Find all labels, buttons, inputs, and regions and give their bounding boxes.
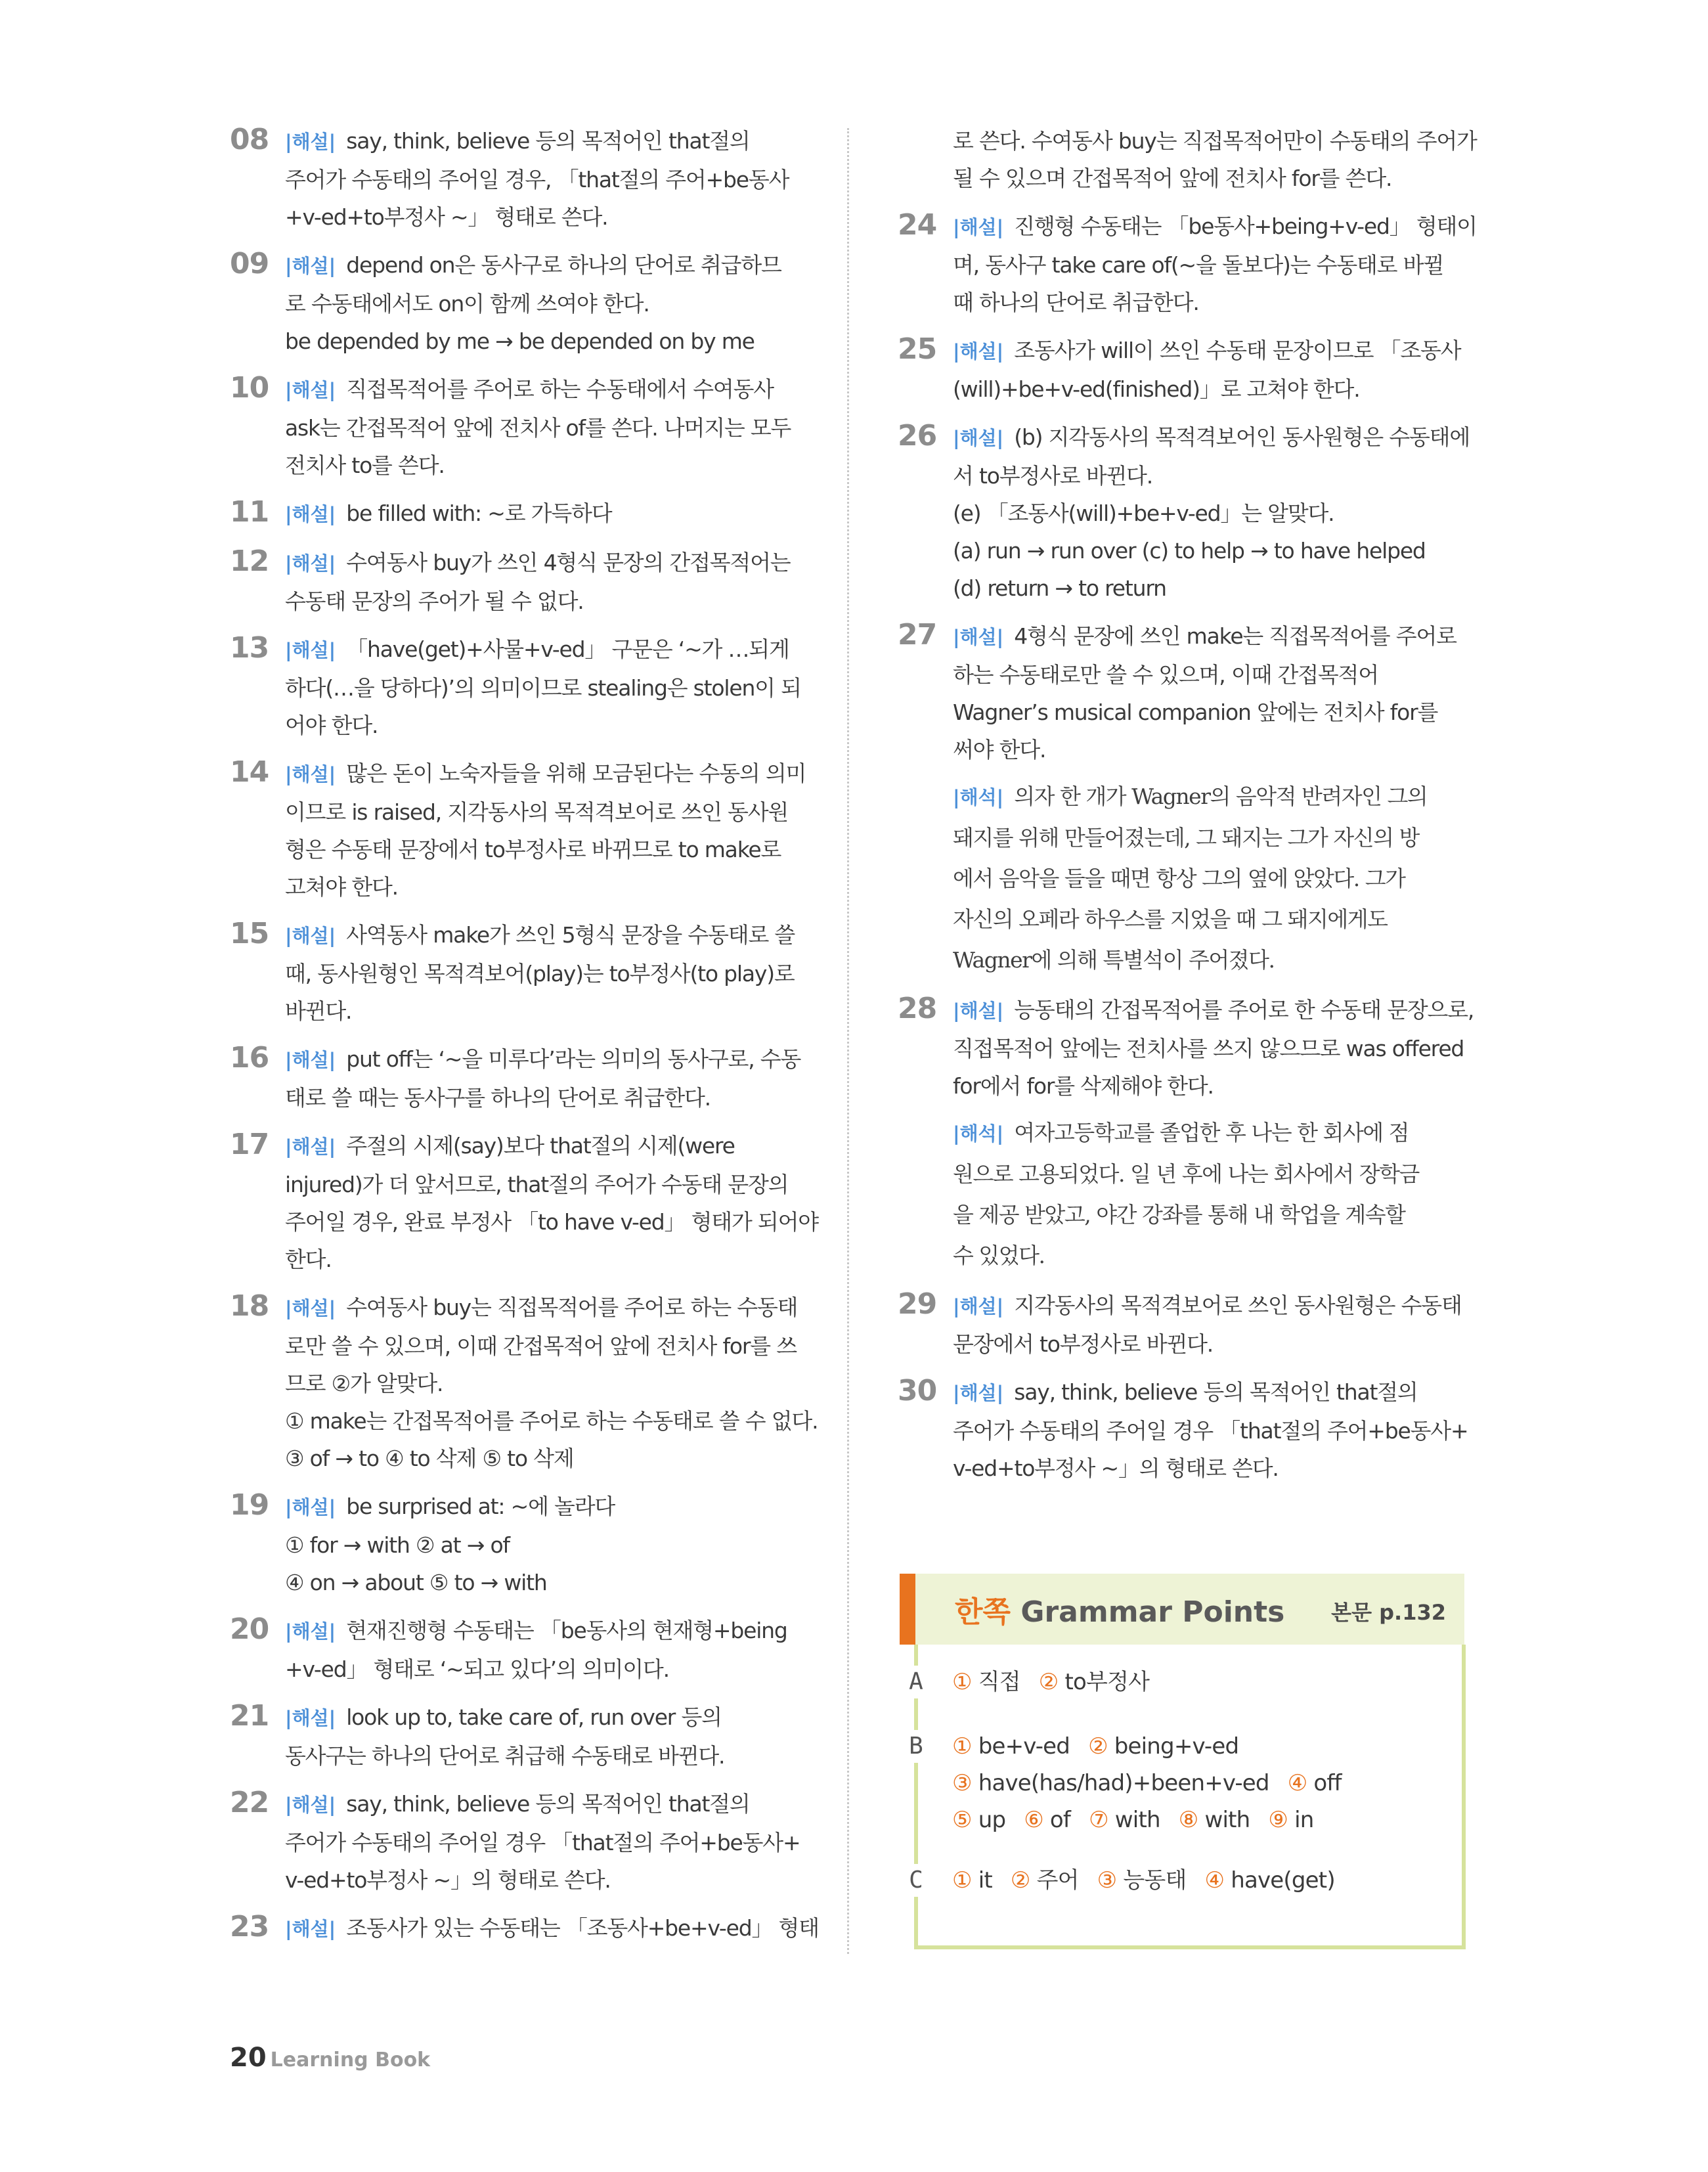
explanation-line: 써야 한다. (953, 737, 1046, 763)
answer-marker: ③ (952, 1770, 972, 1796)
answer-marker: ① (952, 1669, 972, 1695)
explanation-line: |해설| 능동태의 간접목적어를 주어로 한 수동태 문장으로, (953, 997, 1474, 1023)
explanation-line: 한다. (285, 1247, 332, 1272)
answer-text: it (971, 1867, 992, 1894)
question-number: 25 (898, 332, 937, 366)
explanation-line: 주어가 수동태의 주어일 경우 「that절의 주어+be동사+ (285, 1830, 800, 1855)
header-accent-bar (900, 1574, 915, 1645)
answer-text: 능동태 (1116, 1867, 1187, 1894)
explanation-line: 주어가 수동태의 주어일 경우 「that절의 주어+be동사+ (953, 1418, 1468, 1444)
explanation-line: |해설| 수여동사 buy가 쓰인 4형식 문장의 간접목적어는 (285, 550, 791, 575)
explanation-tag: |해설| (285, 639, 336, 661)
answer-entry-29 (898, 1287, 1462, 1363)
explanation-line: 문장에서 to부정사로 바뀐다. (953, 1331, 1214, 1357)
explanation-line: 로만 쓸 수 있으며, 이때 간접목적어 앞에 전치사 for를 쓰 (285, 1333, 797, 1359)
explanation-tag: |해설| (285, 763, 336, 786)
question-number: 08 (230, 123, 269, 156)
answer-text: with (1198, 1807, 1250, 1833)
grammar-box-title (955, 1588, 1284, 1630)
answer-entry-25 (898, 332, 1462, 408)
question-number: 28 (898, 992, 937, 1025)
explanation-tag: |해설| (285, 1136, 336, 1158)
explanation-line: |해설| say, think, believe 등의 목적어인 that절의 (285, 128, 750, 154)
explanation-tag: |해설| (953, 626, 1004, 648)
explanation-line: |해설| be surprised at: ~에 놀라다 (285, 1494, 615, 1519)
explanation-tag: |해설| (285, 1049, 336, 1071)
section-letter-c: C (906, 1864, 926, 1897)
explanation-line: +v-ed+to부정사 ~」 형태로 쓴다. (285, 204, 608, 230)
answer-text: to부정사 (1058, 1669, 1150, 1695)
explanation-line: |해설| 진행형 수동태는 「be동사+being+v-ed」 형태이 (953, 213, 1477, 239)
explanation-tag: |해설| (285, 1297, 336, 1319)
answer-marker: ⑧ (1178, 1807, 1198, 1833)
answer-marker: ② (1038, 1669, 1059, 1695)
answer-entry-28 (898, 991, 1474, 1276)
question-number: 17 (230, 1128, 269, 1161)
explanation-tag: |해설| (285, 925, 336, 947)
translation-block (953, 1113, 1462, 1276)
explanation-line: 서 to부정사로 바뀐다. (953, 463, 1153, 489)
title-accent: 한쪽 (955, 1595, 1011, 1629)
section-letter-b: B (906, 1730, 926, 1763)
explanation-line: 직접목적어 앞에는 전치사를 쓰지 않으므로 was offered (953, 1036, 1464, 1061)
title-rest: Grammar Points (1011, 1595, 1285, 1629)
grammar-c-line (952, 1861, 1335, 1899)
answer-marker: ② (1010, 1867, 1030, 1894)
explanation-line: |해설| 지각동사의 목적격보어로 쓰인 동사원형은 수동태 (953, 1293, 1462, 1318)
explanation-line: 수동태 문장의 주어가 될 수 없다. (285, 588, 584, 614)
explanation-line: |해설| 조동사가 있는 수동태는 「조동사+be+v-ed」 형태 (285, 1915, 819, 1941)
explanation-line: |해설| 주절의 시제(say)보다 that절의 시제(were (285, 1133, 735, 1159)
answer-marker: ① (952, 1733, 972, 1760)
explanation-line: 전치사 to를 쓴다. (285, 453, 445, 478)
explanation-line: |해설| 직접목적어를 주어로 하는 수동태에서 수여동사 (285, 376, 774, 402)
translation-tag: |해석| (953, 786, 1004, 809)
answer-text: with (1108, 1807, 1160, 1833)
answer-entry-16 (230, 1040, 801, 1117)
grammar-points-box (900, 1574, 1464, 1951)
explanation-tag: |해설| (953, 427, 1004, 449)
translation-line: 에서 음악을 들을 때면 항상 그의 옆에 앉았다. 그가 (953, 866, 1405, 891)
grammar-b-line-2 (952, 1764, 1342, 1802)
answer-entry-26 (898, 418, 1470, 607)
explanation-line: |해설| 사역동사 make가 쓰인 5형식 문장을 수동태로 쓸 (285, 922, 795, 948)
question-number: 12 (230, 544, 269, 578)
explanation-line: 하는 수동태로만 쓸 수 있으며, 이때 간접목적어 (953, 662, 1378, 688)
answer-entry-19 (230, 1488, 795, 1601)
answer-text: be+v-ed (971, 1733, 1070, 1760)
explanation-tag: |해설| (953, 1000, 1004, 1022)
grammar-b-line-1 (952, 1727, 1238, 1765)
translation-line: Wagner에 의해 특별석이 주어졌다. (953, 947, 1275, 973)
answer-marker: ⑥ (1024, 1807, 1043, 1833)
answer-text: have(has/had)+been+v-ed (971, 1770, 1269, 1796)
answer-entry-21 (230, 1698, 795, 1775)
answer-entry-30 (898, 1373, 1468, 1487)
explanation-line: injured)가 더 앞서므로, that절의 주어가 수동태 문장의 (285, 1172, 789, 1197)
answer-marker: ① (952, 1867, 972, 1894)
translation-block (953, 776, 1462, 981)
question-number: 19 (230, 1488, 269, 1522)
answer-entry-11 (230, 495, 795, 533)
explanation-line: (a) run → run over (c) to help → to have helped (953, 538, 1426, 564)
answer-entry-15 (230, 916, 795, 1030)
explanation-line: 며, 동사구 take care of(~을 돌보다)는 수동태로 바뀔 (953, 252, 1444, 278)
explanation-line: ① for → with ② at → of (285, 1532, 510, 1558)
question-number: 10 (230, 371, 269, 405)
explanation-tag: |해설| (285, 503, 336, 525)
question-number: 30 (898, 1374, 937, 1407)
answer-marker: ⑨ (1268, 1807, 1288, 1833)
column-divider (847, 128, 849, 1954)
explanation-line: 주어일 경우, 완료 부정사 「to have v-ed」 형태가 되어야 (285, 1209, 818, 1235)
explanation-line: 하다(…을 당하다)’의 의미이므로 stealing은 stolen이 되 (285, 675, 801, 701)
question-number: 26 (898, 419, 937, 453)
explanation-line: 로 수동태에서도 on이 함께 쓰여야 한다. (285, 291, 649, 317)
explanation-line: ① make는 간접목적어를 주어로 하는 수동태로 쓸 수 없다. (285, 1408, 818, 1434)
explanation-line: v-ed+to부정사 ~」의 형태로 쓴다. (285, 1867, 611, 1893)
answer-entry-12 (230, 544, 795, 620)
explanation-tag: |해설| (285, 1620, 336, 1643)
explanation-line: |해설| 조동사가 will이 쓰인 수동태 문장이므로 「조동사 (953, 338, 1461, 363)
explanation-line: 이므로 is raised, 지각동사의 목적격보어로 쓰인 동사원 (285, 799, 789, 825)
explanation-line: |해설| 현재진행형 수동태는 「be동사의 현재형+being (285, 1618, 787, 1643)
explanation-line: |해설| say, think, believe 등의 목적어인 that절의 (953, 1379, 1418, 1405)
translation-line: 돼지를 위해 만들어졌는데, 그 돼지는 그가 자신의 방 (953, 825, 1419, 851)
answer-entry-18 (230, 1289, 818, 1477)
question-number: 11 (230, 495, 269, 529)
question-number: 18 (230, 1289, 269, 1323)
explanation-line: 될 수 있으며 간접목적어 앞에 전치사 for를 쓴다. (953, 166, 1392, 191)
answer-text: 직접 (971, 1669, 1020, 1695)
answer-marker: ⑤ (952, 1807, 972, 1833)
explanation-line: (e) 「조동사(will)+be+v-ed」는 알맞다. (953, 500, 1334, 526)
page-reference: 본문 p.132 (1331, 1600, 1446, 1625)
question-number: 15 (230, 917, 269, 950)
translation-line: 원으로 고용되었다. 일 년 후에 나는 회사에서 장학금 (953, 1161, 1419, 1187)
explanation-line: ask는 간접목적어 앞에 전치사 of를 쓴다. 나머지는 모두 (285, 415, 791, 441)
explanation-line: |해설| say, think, believe 등의 목적어인 that절의 (285, 1791, 750, 1817)
explanation-line: 로 쓴다. 수여동사 buy는 직접목적어만이 수동태의 주어가 (953, 128, 1477, 154)
explanation-line: v-ed+to부정사 ~」의 형태로 쓴다. (953, 1455, 1279, 1481)
explanation-tag: |해설| (953, 1295, 1004, 1318)
question-number: 16 (230, 1041, 269, 1075)
explanation-line: 므로 ②가 알맞다. (285, 1371, 443, 1396)
explanation-line: Wagner’s musical companion 앞에는 전치사 for를 (953, 699, 1438, 725)
explanation-line: 동사구는 하나의 단어로 취급해 수동태로 바뀐다. (285, 1743, 725, 1769)
answer-marker: ③ (1097, 1867, 1117, 1894)
question-number: 20 (230, 1612, 269, 1646)
answer-entry-22 (230, 1785, 800, 1899)
answer-text: off (1307, 1770, 1342, 1796)
answer-text: up (971, 1807, 1006, 1833)
answer-entry-20 (230, 1612, 795, 1688)
explanation-line: |해설| put off는 ‘~을 미루다’라는 의미의 동사구로, 수동 (285, 1046, 801, 1072)
explanation-tag: |해설| (285, 1496, 336, 1518)
answer-text: in (1288, 1807, 1314, 1833)
answer-text: have(get) (1224, 1867, 1335, 1894)
question-number: 22 (230, 1786, 269, 1819)
explanation-line: |해설| 수여동사 buy는 직접목적어를 주어로 하는 수동태 (285, 1295, 798, 1320)
explanation-line: 어야 한다. (285, 713, 378, 738)
explanation-line: |해설| 많은 돈이 노숙자들을 위해 모금된다는 수동의 의미 (285, 761, 806, 786)
explanation-line: ③ of → to ④ to 삭제 ⑤ to 삭제 (285, 1446, 574, 1471)
answer-entry-27 (898, 617, 1462, 981)
explanation-tag: |해설| (285, 1918, 336, 1940)
explanation-line: |해설| be filled with: ~로 가득하다 (285, 500, 612, 526)
explanation-line: |해설| 4형식 문장에 쓰인 make는 직접목적어를 주어로 (953, 623, 1456, 649)
explanation-tag: |해설| (953, 340, 1004, 363)
grammar-box-header (900, 1574, 1464, 1645)
question-number: 27 (898, 618, 937, 652)
right-column (898, 122, 1477, 1497)
translation-line: 을 제공 받았고, 야간 강좌를 통해 내 학업을 계속할 (953, 1202, 1405, 1228)
answer-entry-13 (230, 631, 801, 744)
explanation-line: (d) return → to return (953, 575, 1166, 601)
answer-marker: ④ (1204, 1867, 1225, 1894)
explanation-line: (will)+be+v-ed(finished)」로 고쳐야 한다. (953, 376, 1360, 402)
answer-entry-08 (230, 122, 795, 236)
explanation-tag: |해설| (285, 552, 336, 575)
explanation-line: |해설| (b) 지각동사의 목적격보어인 동사원형은 수동태에 (953, 424, 1470, 450)
explanation-line: 바뀐다. (285, 998, 352, 1024)
explanation-line: ④ on → about ⑤ to → with (285, 1570, 547, 1595)
explanation-line: +v-ed」 형태로 ‘~되고 있다’의 의미이다. (285, 1656, 669, 1682)
explanation-tag: |해설| (285, 255, 336, 277)
explanation-line: |해설| look up to, take care of, run over 등의 (285, 1704, 722, 1730)
answer-marker: ④ (1287, 1770, 1307, 1796)
answer-entry-09 (230, 246, 795, 360)
explanation-line: |해설| 「have(get)+사물+v-ed」 구문은 ‘~가 …되게 (285, 636, 789, 662)
translation-tag: |해석| (953, 1122, 1004, 1145)
explanation-line: 태로 쓸 때는 동사구를 하나의 단어로 취급한다. (285, 1085, 711, 1111)
explanation-line: 주어가 수동태의 주어일 경우, 「that절의 주어+be동사 (285, 167, 789, 192)
answer-entry-14 (230, 755, 806, 906)
question-number: 21 (230, 1699, 269, 1733)
left-column (230, 122, 819, 1959)
grammar-box-body (909, 1645, 1466, 1949)
answer-entry-23 (230, 1909, 819, 1948)
page-footer (230, 2043, 430, 2073)
grammar-a-line (952, 1663, 1149, 1701)
answer-text: being+v-ed (1107, 1733, 1239, 1760)
explanation-line: 때, 동사원형인 목적격보어(play)는 to부정사(to play)로 (285, 961, 795, 986)
answer-entry-17 (230, 1127, 818, 1278)
explanation-tag: |해설| (953, 1382, 1004, 1404)
question-number: 14 (230, 755, 269, 789)
explanation-line: 때 하나의 단어로 취급한다. (953, 290, 1199, 315)
question-number: 13 (230, 631, 269, 665)
explanation-line: 고쳐야 한다. (285, 874, 398, 900)
question-number: 23 (230, 1910, 269, 1943)
answer-text: of (1043, 1807, 1071, 1833)
explanation-tag: |해설| (285, 1707, 336, 1729)
translation-line: |해석| 여자고등학교를 졸업한 후 나는 한 회사에 점 (953, 1120, 1409, 1145)
translation-line: |해석| 의자 한 개가 Wagner의 음악적 반려자인 그의 (953, 784, 1428, 809)
explanation-line: 형은 수동태 문장에서 to부정사로 바뀌므로 to make로 (285, 837, 781, 862)
answer-text: 주어 (1030, 1867, 1079, 1894)
section-letter-a: A (906, 1666, 926, 1698)
grammar-b-line-3 (952, 1801, 1313, 1839)
page-number: 20 (230, 2043, 267, 2073)
answer-entry-23-continued (898, 122, 1477, 197)
answer-entry-24 (898, 208, 1477, 321)
explanation-tag: |해설| (285, 131, 336, 153)
explanation-line: be depended by me → be depended on by me (285, 328, 755, 354)
question-number: 24 (898, 208, 937, 242)
answer-marker: ② (1088, 1733, 1108, 1760)
question-number: 29 (898, 1287, 937, 1321)
answer-marker: ⑦ (1089, 1807, 1108, 1833)
translation-line: 수 있었다. (953, 1243, 1045, 1268)
explanation-tag: |해설| (953, 216, 1004, 238)
explanation-tag: |해설| (285, 1794, 336, 1816)
explanation-line: for에서 for를 삭제해야 한다. (953, 1073, 1214, 1099)
book-name: Learning Book (270, 2049, 431, 2072)
answer-entry-10 (230, 370, 795, 484)
explanation-line: |해설| depend on은 동사구로 하나의 단어로 취급하므 (285, 252, 781, 278)
explanation-tag: |해설| (285, 379, 336, 401)
translation-line: 자신의 오페라 하우스를 지었을 때 그 돼지에게도 (953, 906, 1388, 932)
question-number: 09 (230, 247, 269, 280)
